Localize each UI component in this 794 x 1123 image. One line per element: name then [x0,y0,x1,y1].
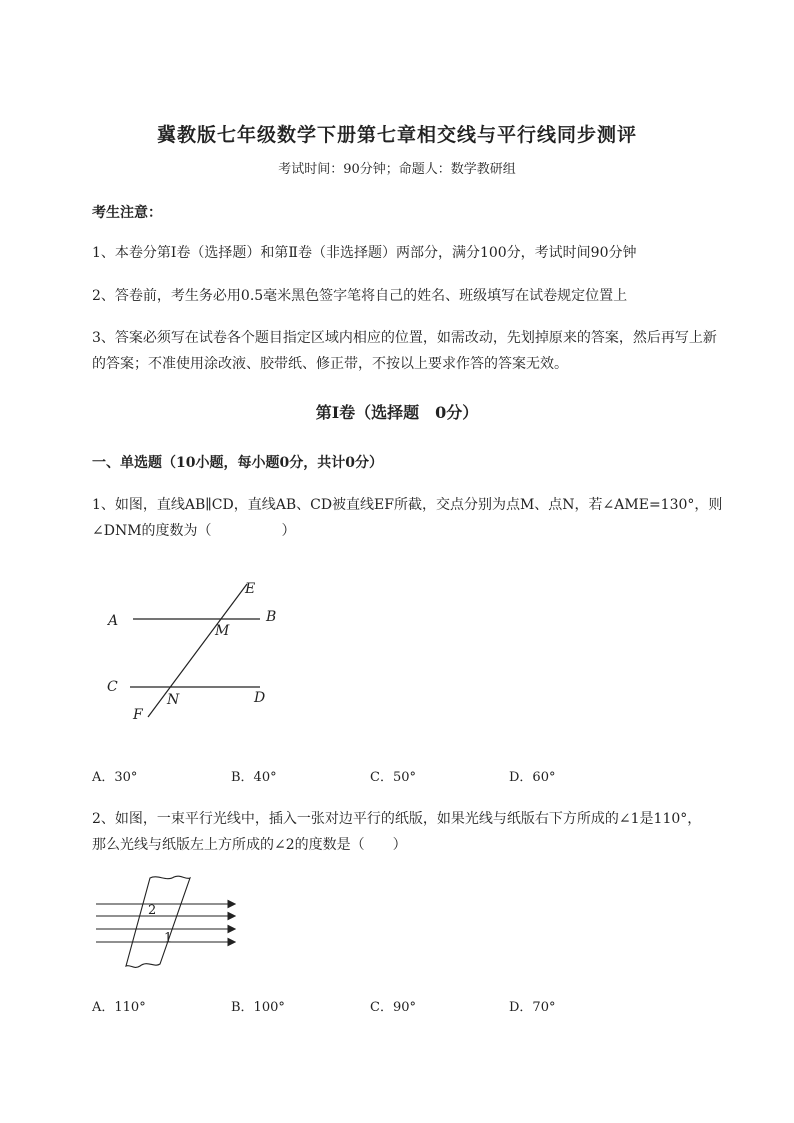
question-1-figure [95,572,295,732]
label-e: E [245,581,256,597]
label-b: B [266,609,277,625]
part-heading: 一、单选题（10小题，每小题0分，共计0分） [92,455,383,471]
paper-strip [126,876,190,967]
q1-option-d[interactable]: D．60° [509,770,556,785]
page-title: 冀教版七年级数学下册第七章相交线与平行线同步测评 [156,124,637,146]
label-d: D [254,690,266,706]
label-m: M [215,623,230,639]
notice-item-2: 2、答卷前，考生务必用0.5毫米黑色签字笔将自己的姓名、班级填写在试卷规定位置上 [92,288,628,304]
label-a: A [108,613,119,629]
q2-option-d[interactable]: D．70° [509,1000,556,1015]
q1-option-b[interactable]: B．40° [231,770,277,785]
angle-2-label: 2 [148,903,157,918]
question-2-text: 2、如图，一束平行光线中，插入一张对边平行的纸版，如果光线与纸版右下方所成的∠1是110°， [92,811,702,827]
label-f: F [133,707,143,723]
label-n: N [167,692,180,708]
question-2-text-cont: 那么光线与纸版左上方所成的∠2的度数是（ ） [92,837,407,853]
notice-item-3-cont: 的答案；不准使用涂改液、胶带纸、修正带，不按以上要求作答的答案无效。 [92,356,568,372]
exam-info: 考试时间：90分钟；命题人：数学教研组 [278,162,516,177]
angle-1-label: 1 [164,931,173,946]
line-ef [148,584,247,717]
q1-option-c[interactable]: C．50° [370,770,416,785]
question-2-figure [92,872,252,976]
question-1-text: 1、如图，直线AB∥CD，直线AB、CD被直线EF所截，交点分别为点M、点N，若∠AME=130°，则 [92,497,723,513]
q2-option-a[interactable]: A．110° [92,1000,146,1015]
section-title: 第I卷（选择题 0分） [315,403,479,422]
question-1-text-cont: ∠DNM的度数为（ ） [92,523,296,539]
label-c: C [107,679,118,695]
notice-item-1: 1、本卷分第I卷（选择题）和第Ⅱ卷（非选择题）两部分，满分100分，考试时间90分钟 [92,245,637,261]
q1-option-a[interactable]: A．30° [92,770,138,785]
notice-item-3: 3、答案必须写在试卷各个题目指定区域内相应的位置，如需改动，先划掉原来的答案，然后再写上新 [92,330,717,346]
notice-heading: 考生注意： [92,205,162,221]
q2-option-c[interactable]: C．90° [370,1000,416,1015]
q2-option-b[interactable]: B．100° [231,1000,285,1015]
